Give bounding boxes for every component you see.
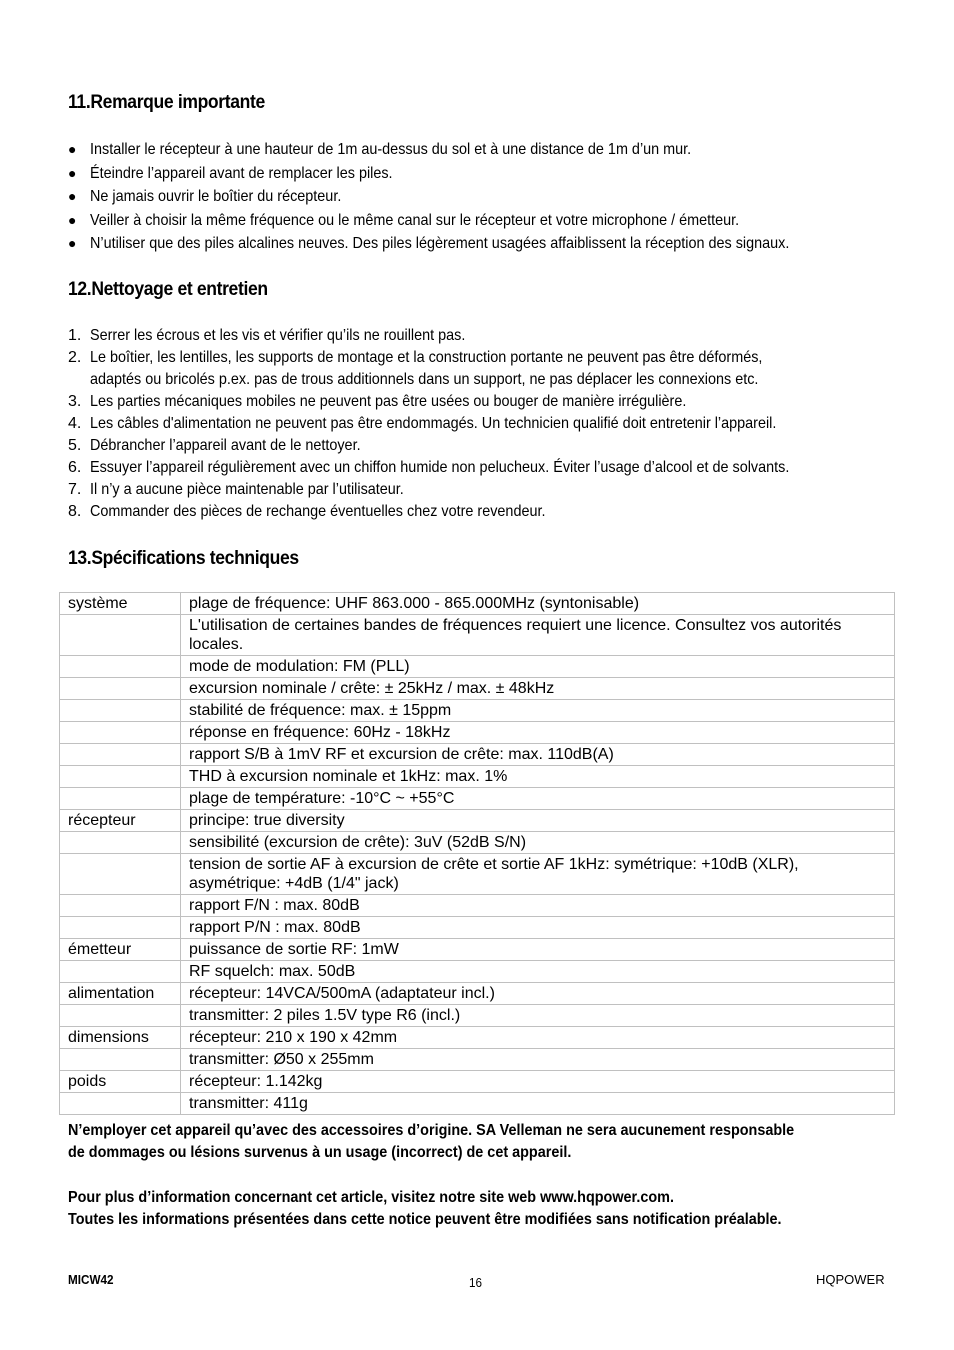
table-row [60,1005,895,1027]
spec-category [60,961,181,983]
spec-category: alimentation [60,983,181,1005]
spec-value: RF squelch: max. 50dB [181,961,895,983]
section-12-title: 12.Nettoyage et entretien [68,278,268,300]
spec-category [60,700,181,722]
footer-model: MICW42 [68,1272,114,1287]
spec-category [60,722,181,744]
list-item: ● Veiller à choisir la même fréquence ou le même canal sur le récepteur et votre microphone / émetteur. [68,209,928,233]
list-item: 6. Essuyer l’appareil régulièrement avec un chiffon humide non pelucheux. Éviter l’usage d’alcool et de solvants. [68,459,790,476]
list-item: 1. Serrer les écrous et les vis et vérifier qu’ils ne rouillent pas. [68,327,466,344]
important-notes-list [68,138,928,256]
spec-category [60,854,181,895]
spec-value: tension de sortie AF à excursion de crête et sortie AF 1kHz: symétrique: +10dB (XLR), asymétrique: +4dB (1/4" jack) [181,854,895,895]
spec-category: récepteur [60,810,181,832]
table-row [60,700,895,722]
table-row [60,615,895,656]
table-row [60,766,895,788]
bullet-icon: ● [68,141,77,157]
spec-category [60,656,181,678]
list-item: ● Éteindre l’appareil avant de remplacer les piles. [68,162,928,186]
spec-value: excursion nominale / crête: ± 25kHz / max. ± 48kHz [181,678,895,700]
spec-value: transmitter: Ø50 x 255mm [181,1049,895,1071]
spec-category [60,615,181,656]
table-row [60,1093,895,1115]
spec-category [60,678,181,700]
list-item: 8. Commander des pièces de rechange éventuelles chez votre revendeur. [68,503,546,520]
table-row [60,961,895,983]
bullet-icon: ● [68,211,77,228]
list-item: 7. Il n’y a aucune pièce maintenable par l’utilisateur. [68,481,404,498]
bullet-icon: ● [68,235,77,251]
spec-value: rapport S/B à 1mV RF et excursion de crête: max. 110dB(A) [181,744,895,766]
footer-page-number: 16 [469,1275,483,1290]
table-row [60,593,895,615]
maintenance-steps-list [68,325,928,523]
spec-category [60,766,181,788]
section-11-title: 11.Remarque importante [68,91,265,113]
spec-value: rapport P/N : max. 80dB [181,917,895,939]
spec-value: plage de fréquence: UHF 863.000 - 865.000MHz (syntonisable) [181,593,895,615]
spec-value: THD à excursion nominale et 1kHz: max. 1% [181,766,895,788]
table-row [60,788,895,810]
list-item: ● Installer le récepteur à une hauteur de 1m au-dessus du sol et à une distance de 1m d’un mur. [68,138,928,162]
table-row [60,917,895,939]
list-item: 3. Les parties mécaniques mobiles ne peuvent pas être usées ou bouger de manière irrégulière. [68,393,687,410]
specifications-table [59,592,895,1115]
spec-value: réponse en fréquence: 60Hz - 18kHz [181,722,895,744]
table-row [60,678,895,700]
table-row [60,983,895,1005]
spec-category: système [60,593,181,615]
spec-value: sensibilité (excursion de crête): 3uV (52dB S/N) [181,832,895,854]
bullet-icon: ● [68,188,77,204]
table-row [60,1049,895,1071]
bullet-icon: ● [68,164,77,181]
spec-value: plage de température: -10°C ~ +55°C [181,788,895,810]
spec-value: récepteur: 1.142kg [181,1071,895,1093]
spec-value: transmitter: 2 piles 1.5V type R6 (incl.) [181,1005,895,1027]
spec-value: transmitter: 411g [181,1093,895,1115]
footer-brand: HQPOWER [816,1272,885,1287]
spec-value: puissance de sortie RF: 1mW [181,939,895,961]
spec-value: rapport F/N : max. 80dB [181,895,895,917]
spec-value: principe: true diversity [181,810,895,832]
list-item: 2. Le boîtier, les lentilles, les supports de montage et la construction portante ne peuvent pas être déformés, adaptés ou bricolés p.ex. pas de trous additionnels dans un support, ne pas déplacer les connexions etc. [68,349,763,388]
spec-value: récepteur: 210 x 190 x 42mm [181,1027,895,1049]
list-item: ● N’utiliser que des piles alcalines neuves. Des piles légèrement usagées affaiblissent la réception des signaux. [68,232,928,256]
list-item: 4. Les câbles d'alimentation ne peuvent pas être endommagés. Un technicien qualifié doit entretenir l’appareil. [68,415,777,432]
table-row [60,832,895,854]
spec-category [60,895,181,917]
table-row [60,1027,895,1049]
spec-category [60,744,181,766]
table-row [60,939,895,961]
info-note: Pour plus d’information concernant cet article, visitez notre site web www.hqpower.com. Toutes les informations présentées dans cette notice peuvent être modifiées sans notification préalable. [68,1189,782,1228]
section-13-title: 13.Spécifications techniques [68,547,299,569]
spec-category [60,788,181,810]
spec-category [60,1049,181,1071]
spec-value: stabilité de fréquence: max. ± 15ppm [181,700,895,722]
table-row [60,744,895,766]
spec-value: récepteur: 14VCA/500mA (adaptateur incl.) [181,983,895,1005]
spec-category [60,1093,181,1115]
spec-category [60,1005,181,1027]
table-row [60,854,895,895]
table-row [60,810,895,832]
spec-value: L'utilisation de certaines bandes de fréquences requiert une licence. Consultez vos autorités locales. [181,615,895,656]
spec-category: émetteur [60,939,181,961]
accessories-note: N’employer cet appareil qu’avec des accessoires d’origine. SA Velleman ne sera aucunement responsable de dommages ou lésions survenus à un usage (incorrect) de cet appareil. [68,1122,795,1161]
list-item: ● Ne jamais ouvrir le boîtier du récepteur. [68,185,928,209]
spec-value: mode de modulation: FM (PLL) [181,656,895,678]
spec-category: dimensions [60,1027,181,1049]
table-row [60,895,895,917]
spec-category: poids [60,1071,181,1093]
table-row [60,656,895,678]
list-item: 5. Débrancher l’appareil avant de le nettoyer. [68,437,361,454]
table-row [60,1071,895,1093]
spec-category [60,832,181,854]
spec-category [60,917,181,939]
table-row [60,722,895,744]
